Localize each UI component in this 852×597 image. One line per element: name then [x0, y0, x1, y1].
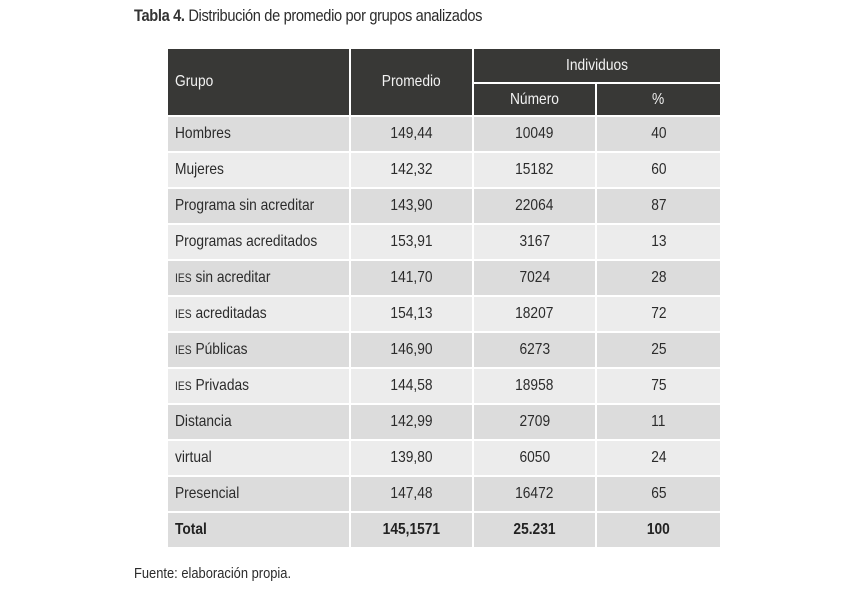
cell-pct: 87 — [597, 189, 720, 225]
cell-grupo-prefix: IES — [175, 343, 192, 357]
cell-numero: 6273 — [474, 333, 597, 369]
table-row — [168, 225, 720, 261]
cell-pct: 25 — [597, 333, 720, 369]
cell-numero: 6050 — [474, 441, 597, 477]
table-caption — [134, 6, 482, 26]
table-row — [168, 405, 720, 441]
cell-promedio: 154,13 — [351, 297, 474, 333]
cell-promedio: 153,91 — [351, 225, 474, 261]
cell-pct: 28 — [597, 261, 720, 297]
total-numero: 25.231 — [474, 513, 597, 549]
table-row — [168, 369, 720, 405]
cell-numero: 3167 — [474, 225, 597, 261]
cell-grupo-prefix: IES — [175, 307, 192, 321]
cell-grupo — [168, 477, 351, 513]
header-pct: % — [597, 84, 720, 117]
table-body — [168, 117, 720, 549]
cell-grupo-text: sin acreditar — [195, 269, 271, 286]
table-caption-label: Tabla 4. — [134, 6, 185, 25]
cell-grupo-text: Presencial — [175, 485, 240, 502]
cell-grupo-text: Programas acreditados — [175, 233, 318, 250]
cell-grupo-text: Programa sin acreditar — [175, 197, 315, 214]
table-row — [168, 333, 720, 369]
table-row — [168, 477, 720, 513]
cell-grupo — [168, 117, 351, 153]
cell-grupo — [168, 441, 351, 477]
source-note: Fuente: elaboración propia. — [134, 565, 292, 582]
cell-grupo — [168, 189, 351, 225]
total-grupo: Total — [168, 513, 351, 549]
cell-grupo — [168, 261, 351, 297]
cell-pct: 72 — [597, 297, 720, 333]
table-caption-text: Distribución de promedio por grupos analizados — [188, 6, 483, 25]
cell-numero: 2709 — [474, 405, 597, 441]
cell-numero: 18958 — [474, 369, 597, 405]
cell-pct: 60 — [597, 153, 720, 189]
table-row — [168, 189, 720, 225]
cell-promedio: 146,90 — [351, 333, 474, 369]
cell-grupo-text: virtual — [175, 449, 212, 466]
cell-pct: 11 — [597, 405, 720, 441]
cell-promedio: 143,90 — [351, 189, 474, 225]
cell-numero: 22064 — [474, 189, 597, 225]
cell-numero: 16472 — [474, 477, 597, 513]
cell-grupo-text: acreditadas — [195, 305, 267, 322]
total-promedio: 145,1571 — [351, 513, 474, 549]
cell-grupo-prefix: IES — [175, 271, 192, 285]
table-head — [168, 49, 720, 117]
cell-pct: 65 — [597, 477, 720, 513]
cell-grupo-text: Hombres — [175, 125, 231, 142]
cell-grupo-prefix: IES — [175, 379, 192, 393]
cell-grupo-text: Mujeres — [175, 161, 224, 178]
header-numero: Número — [474, 84, 597, 117]
table-row — [168, 261, 720, 297]
cell-promedio: 144,58 — [351, 369, 474, 405]
cell-numero: 10049 — [474, 117, 597, 153]
cell-grupo — [168, 369, 351, 405]
cell-grupo-text: Públicas — [195, 341, 248, 358]
table-row-total — [168, 513, 720, 549]
cell-promedio: 142,99 — [351, 405, 474, 441]
cell-pct: 75 — [597, 369, 720, 405]
cell-pct: 40 — [597, 117, 720, 153]
cell-grupo — [168, 405, 351, 441]
cell-promedio: 141,70 — [351, 261, 474, 297]
cell-grupo-text: Distancia — [175, 413, 232, 430]
cell-numero: 15182 — [474, 153, 597, 189]
cell-numero: 7024 — [474, 261, 597, 297]
table-row — [168, 441, 720, 477]
header-promedio: Promedio — [351, 49, 474, 117]
cell-grupo — [168, 225, 351, 261]
cell-grupo — [168, 153, 351, 189]
table-row — [168, 297, 720, 333]
cell-promedio: 149,44 — [351, 117, 474, 153]
header-individuos: Individuos — [474, 49, 720, 84]
cell-grupo-text: Privadas — [195, 377, 250, 394]
cell-promedio: 142,32 — [351, 153, 474, 189]
table-row — [168, 153, 720, 189]
cell-grupo — [168, 297, 351, 333]
table-row — [168, 117, 720, 153]
cell-pct: 13 — [597, 225, 720, 261]
total-pct: 100 — [597, 513, 720, 549]
data-table — [168, 49, 720, 549]
cell-promedio: 139,80 — [351, 441, 474, 477]
cell-grupo — [168, 333, 351, 369]
cell-numero: 18207 — [474, 297, 597, 333]
cell-pct: 24 — [597, 441, 720, 477]
cell-promedio: 147,48 — [351, 477, 474, 513]
header-grupo: Grupo — [168, 49, 351, 117]
